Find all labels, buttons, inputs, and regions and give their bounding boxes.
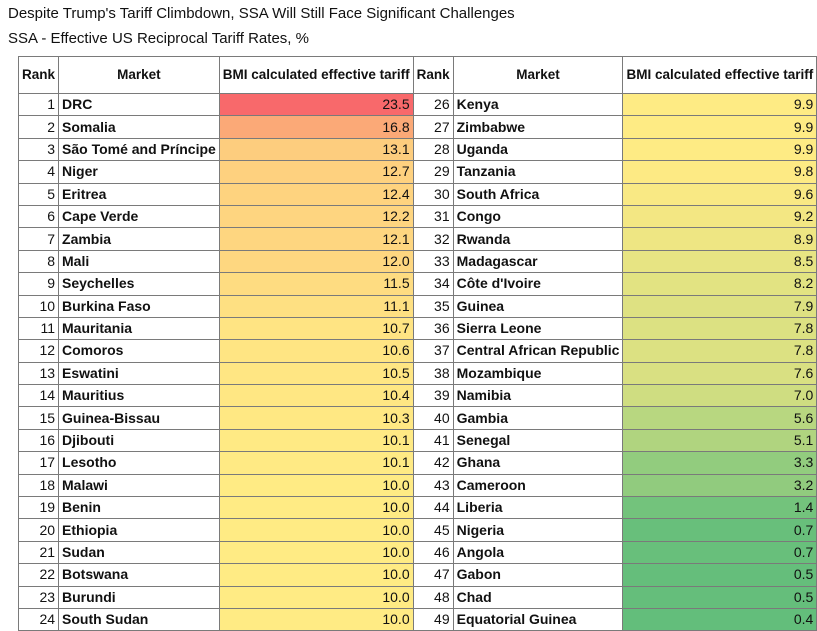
market-cell: Zambia: [59, 228, 220, 250]
rank-header: Rank: [413, 57, 453, 94]
rank-cell: 10: [19, 295, 59, 317]
tariff-value-cell: 8.2: [623, 273, 817, 295]
market-cell: Djibouti: [59, 429, 220, 451]
rank-cell: 49: [413, 608, 453, 630]
tariff-value-cell: 10.3: [219, 407, 413, 429]
tariff-value-cell: 7.8: [623, 340, 817, 362]
market-cell: Kenya: [453, 94, 623, 116]
market-cell: Eritrea: [59, 183, 220, 205]
market-cell: Sierra Leone: [453, 317, 623, 339]
market-cell: Namibia: [453, 385, 623, 407]
tariff-value-cell: 0.7: [623, 519, 817, 541]
table-row: [19, 138, 817, 160]
market-cell: Rwanda: [453, 228, 623, 250]
market-cell: Cameroon: [453, 474, 623, 496]
table-row: [19, 295, 817, 317]
rank-cell: 46: [413, 541, 453, 563]
market-cell: Zimbabwe: [453, 116, 623, 138]
tariff-value-cell: 9.8: [623, 161, 817, 183]
rank-cell: 16: [19, 429, 59, 451]
table-row: [19, 429, 817, 451]
tariff-value-cell: 12.7: [219, 161, 413, 183]
rank-cell: 48: [413, 586, 453, 608]
rank-cell: 39: [413, 385, 453, 407]
table-row: [19, 586, 817, 608]
table-header-row: [19, 57, 817, 94]
market-cell: Burundi: [59, 586, 220, 608]
rank-cell: 5: [19, 183, 59, 205]
tariff-value-cell: 3.3: [623, 452, 817, 474]
tariff-value-cell: 23.5: [219, 94, 413, 116]
tariff-value-cell: 12.4: [219, 183, 413, 205]
table-row: [19, 183, 817, 205]
tariff-value-cell: 11.5: [219, 273, 413, 295]
rank-cell: 24: [19, 608, 59, 630]
rank-cell: 36: [413, 317, 453, 339]
rank-cell: 22: [19, 564, 59, 586]
tariff-value-cell: 5.6: [623, 407, 817, 429]
table-row: [19, 205, 817, 227]
rank-cell: 15: [19, 407, 59, 429]
rank-cell: 21: [19, 541, 59, 563]
tariff-value-cell: 10.5: [219, 362, 413, 384]
tariff-value-cell: 10.0: [219, 564, 413, 586]
table-row: [19, 362, 817, 384]
rank-cell: 29: [413, 161, 453, 183]
tariff-value-cell: 7.6: [623, 362, 817, 384]
tariff-header: BMI calculated effective tariff: [623, 57, 817, 94]
rank-cell: 35: [413, 295, 453, 317]
market-cell: Senegal: [453, 429, 623, 451]
rank-cell: 13: [19, 362, 59, 384]
tariff-value-cell: 7.8: [623, 317, 817, 339]
tariff-value-cell: 12.0: [219, 250, 413, 272]
market-cell: Comoros: [59, 340, 220, 362]
market-cell: Burkina Faso: [59, 295, 220, 317]
market-cell: Liberia: [453, 497, 623, 519]
rank-cell: 32: [413, 228, 453, 250]
tariff-value-cell: 10.6: [219, 340, 413, 362]
market-cell: Angola: [453, 541, 623, 563]
tariff-value-cell: 8.9: [623, 228, 817, 250]
table-row: [19, 608, 817, 630]
tariff-value-cell: 10.1: [219, 452, 413, 474]
tariff-value-cell: 10.4: [219, 385, 413, 407]
table-row: [19, 94, 817, 116]
tariff-table: [18, 56, 817, 631]
rank-cell: 20: [19, 519, 59, 541]
rank-cell: 7: [19, 228, 59, 250]
tariff-value-cell: 0.5: [623, 564, 817, 586]
rank-cell: 6: [19, 205, 59, 227]
table-body: [19, 94, 817, 631]
market-cell: Eswatini: [59, 362, 220, 384]
rank-cell: 4: [19, 161, 59, 183]
rank-cell: 38: [413, 362, 453, 384]
table-row: [19, 250, 817, 272]
table-row: [19, 385, 817, 407]
tariff-value-cell: 8.5: [623, 250, 817, 272]
rank-cell: 44: [413, 497, 453, 519]
table-row: [19, 340, 817, 362]
market-cell: Seychelles: [59, 273, 220, 295]
market-cell: South Sudan: [59, 608, 220, 630]
chart-title: Despite Trump's Tariff Climbdown, SSA Will Still Face Significant Challenges: [8, 5, 515, 22]
tariff-value-cell: 16.8: [219, 116, 413, 138]
rank-cell: 23: [19, 586, 59, 608]
table-row: [19, 317, 817, 339]
rank-cell: 37: [413, 340, 453, 362]
tariff-value-cell: 7.0: [623, 385, 817, 407]
rank-header: Rank: [19, 57, 59, 94]
tariff-value-cell: 12.1: [219, 228, 413, 250]
market-cell: Mauritania: [59, 317, 220, 339]
rank-cell: 40: [413, 407, 453, 429]
rank-cell: 33: [413, 250, 453, 272]
tariff-value-cell: 3.2: [623, 474, 817, 496]
market-cell: Malawi: [59, 474, 220, 496]
market-cell: Gabon: [453, 564, 623, 586]
table-row: [19, 116, 817, 138]
market-cell: Ethiopia: [59, 519, 220, 541]
market-cell: Lesotho: [59, 452, 220, 474]
market-cell: Equatorial Guinea: [453, 608, 623, 630]
tariff-value-cell: 9.9: [623, 116, 817, 138]
table-row: [19, 452, 817, 474]
market-cell: Congo: [453, 205, 623, 227]
market-cell: DRC: [59, 94, 220, 116]
table-row: [19, 564, 817, 586]
tariff-value-cell: 11.1: [219, 295, 413, 317]
rank-cell: 43: [413, 474, 453, 496]
rank-cell: 1: [19, 94, 59, 116]
table-row: [19, 474, 817, 496]
rank-cell: 34: [413, 273, 453, 295]
tariff-value-cell: 10.0: [219, 497, 413, 519]
market-cell: Somalia: [59, 116, 220, 138]
tariff-value-cell: 10.0: [219, 586, 413, 608]
market-cell: Benin: [59, 497, 220, 519]
market-cell: Côte d'Ivoire: [453, 273, 623, 295]
rank-cell: 8: [19, 250, 59, 272]
rank-cell: 47: [413, 564, 453, 586]
market-cell: Gambia: [453, 407, 623, 429]
tariff-value-cell: 10.0: [219, 608, 413, 630]
tariff-value-cell: 7.9: [623, 295, 817, 317]
market-cell: Central African Republic: [453, 340, 623, 362]
tariff-value-cell: 5.1: [623, 429, 817, 451]
tariff-value-cell: 12.2: [219, 205, 413, 227]
rank-cell: 45: [413, 519, 453, 541]
market-cell: Guinea: [453, 295, 623, 317]
rank-cell: 26: [413, 94, 453, 116]
market-cell: Mali: [59, 250, 220, 272]
market-cell: Tanzania: [453, 161, 623, 183]
rank-cell: 9: [19, 273, 59, 295]
rank-cell: 2: [19, 116, 59, 138]
market-cell: Mozambique: [453, 362, 623, 384]
tariff-value-cell: 10.0: [219, 474, 413, 496]
rank-cell: 18: [19, 474, 59, 496]
tariff-value-cell: 0.7: [623, 541, 817, 563]
rank-cell: 41: [413, 429, 453, 451]
rank-cell: 28: [413, 138, 453, 160]
market-cell: Niger: [59, 161, 220, 183]
rank-cell: 3: [19, 138, 59, 160]
tariff-value-cell: 1.4: [623, 497, 817, 519]
tariff-header: BMI calculated effective tariff: [219, 57, 413, 94]
market-cell: Botswana: [59, 564, 220, 586]
market-header: Market: [59, 57, 220, 94]
tariff-value-cell: 9.6: [623, 183, 817, 205]
rank-cell: 42: [413, 452, 453, 474]
market-cell: Madagascar: [453, 250, 623, 272]
market-cell: Uganda: [453, 138, 623, 160]
rank-cell: 30: [413, 183, 453, 205]
tariff-value-cell: 10.0: [219, 519, 413, 541]
market-cell: Sudan: [59, 541, 220, 563]
tariff-value-cell: 13.1: [219, 138, 413, 160]
table-row: [19, 161, 817, 183]
chart-subtitle: SSA - Effective US Reciprocal Tariff Rates, %: [8, 30, 309, 47]
tariff-value-cell: 9.9: [623, 94, 817, 116]
tariff-value-cell: 0.4: [623, 608, 817, 630]
market-cell: Ghana: [453, 452, 623, 474]
rank-cell: 14: [19, 385, 59, 407]
table-row: [19, 228, 817, 250]
market-cell: Cape Verde: [59, 205, 220, 227]
tariff-value-cell: 9.2: [623, 205, 817, 227]
rank-cell: 19: [19, 497, 59, 519]
rank-cell: 17: [19, 452, 59, 474]
table-row: [19, 519, 817, 541]
market-cell: Nigeria: [453, 519, 623, 541]
market-cell: Guinea-Bissau: [59, 407, 220, 429]
rank-cell: 11: [19, 317, 59, 339]
market-cell: Chad: [453, 586, 623, 608]
table-row: [19, 541, 817, 563]
rank-cell: 12: [19, 340, 59, 362]
market-cell: South Africa: [453, 183, 623, 205]
tariff-value-cell: 10.1: [219, 429, 413, 451]
rank-cell: 27: [413, 116, 453, 138]
tariff-value-cell: 10.0: [219, 541, 413, 563]
tariff-value-cell: 0.5: [623, 586, 817, 608]
market-cell: Mauritius: [59, 385, 220, 407]
market-header: Market: [453, 57, 623, 94]
table-row: [19, 273, 817, 295]
tariff-value-cell: 9.9: [623, 138, 817, 160]
table-row: [19, 497, 817, 519]
table-row: [19, 407, 817, 429]
market-cell: São Tomé and Príncipe: [59, 138, 220, 160]
rank-cell: 31: [413, 205, 453, 227]
tariff-value-cell: 10.7: [219, 317, 413, 339]
